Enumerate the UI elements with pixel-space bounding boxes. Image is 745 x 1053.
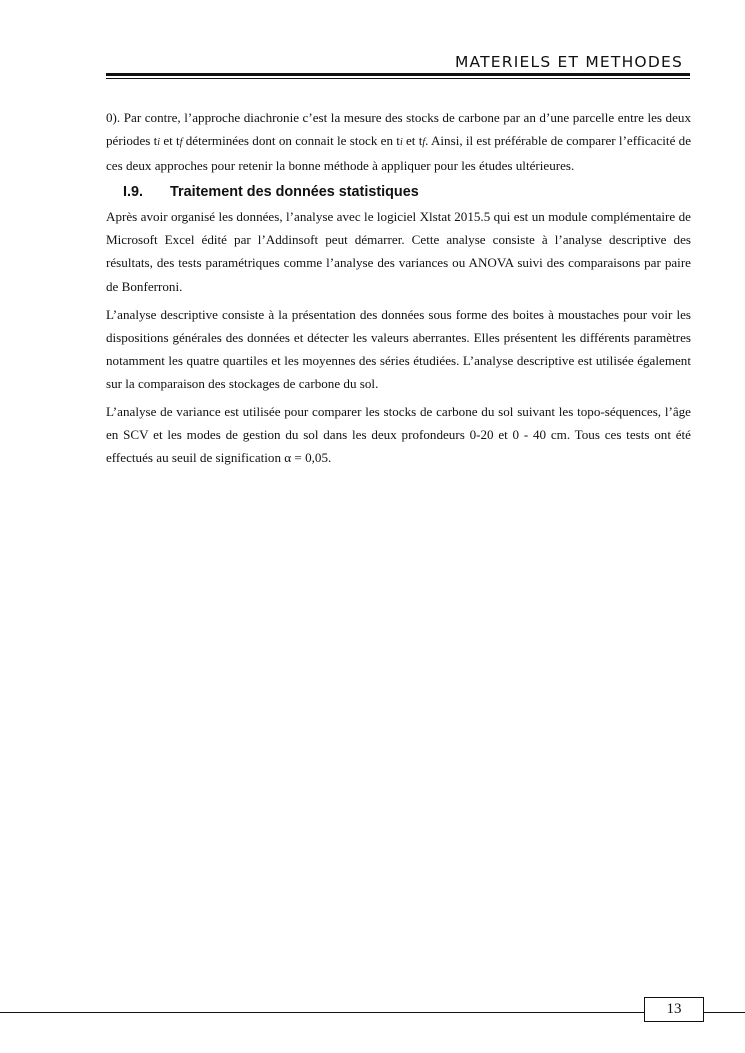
subscript-ti: i [157,137,161,149]
intro-text-mid1: et t [160,133,180,149]
footer-rule [0,1012,745,1013]
intro-paragraph [106,106,691,177]
page-header-title: MATERIELS ET METHODES [454,53,683,71]
intro-text-mid2: déterminées dont on connait le stock en t [182,133,400,149]
document-body [106,106,691,469]
intro-text-mid3: et t [402,133,423,149]
header-rule-thin [106,78,690,79]
page-number: 13 [644,997,704,1022]
paragraph-xlstat: Après avoir organisé les données, l’analyse avec le logiciel Xlstat 2015.5 qui est un module complémentaire de Microsoft Excel édité par l’Addinsoft peut démarrer. Cette analyse consiste à l’analyse descriptive des résultats, des tests paramétriques comme l’analyse des variances ou ANOVA suivi des comparaisons par paire de Bonferroni. [106,209,691,294]
intro-text-end: . Ainsi, il est préférable de comparer l’efficacité de ces deux approches pour retenir la bonne méthode à appliquer pour les études ultérieures. [106,133,692,174]
section-heading [123,179,691,205]
intro-text-start: 0). Par contre, l’approche diachronie c’est la mesure des stocks de carbone par an d’une parcelle entre les deux périodes t [106,110,691,149]
section-number: I.9. [123,184,143,201]
header-rule-thick [106,73,690,76]
paragraph-descriptive-analysis: L’analyse descriptive consiste à la présentation des données sous forme des boites à moustaches pour voir les dispositions générales des données et détecter les valeurs aberrantes. Elles présentent les différents paramètres notamment les quatre quartiles et les moyennes des séries étudiées. L’analyse descriptive est utilisée également sur la comparaison des stockages de carbone du sol. [106,306,691,391]
section-title: Traitement des données statistiques [170,184,419,201]
paragraph-variance-analysis: L’analyse de variance est utilisée pour comparer les stocks de carbone du sol suivant les topo-séquences, l’âge en SCV et les modes de gestion du sol dans les deux profondeurs 0-20 et 0 - 40 cm. Tous ces tests ont été effectués au seuil de signification α = 0,05. [106,404,691,466]
subscript-tf: f [179,137,183,149]
subscript-ti-2: i [399,137,403,149]
subscript-tf-2: f [422,137,426,149]
